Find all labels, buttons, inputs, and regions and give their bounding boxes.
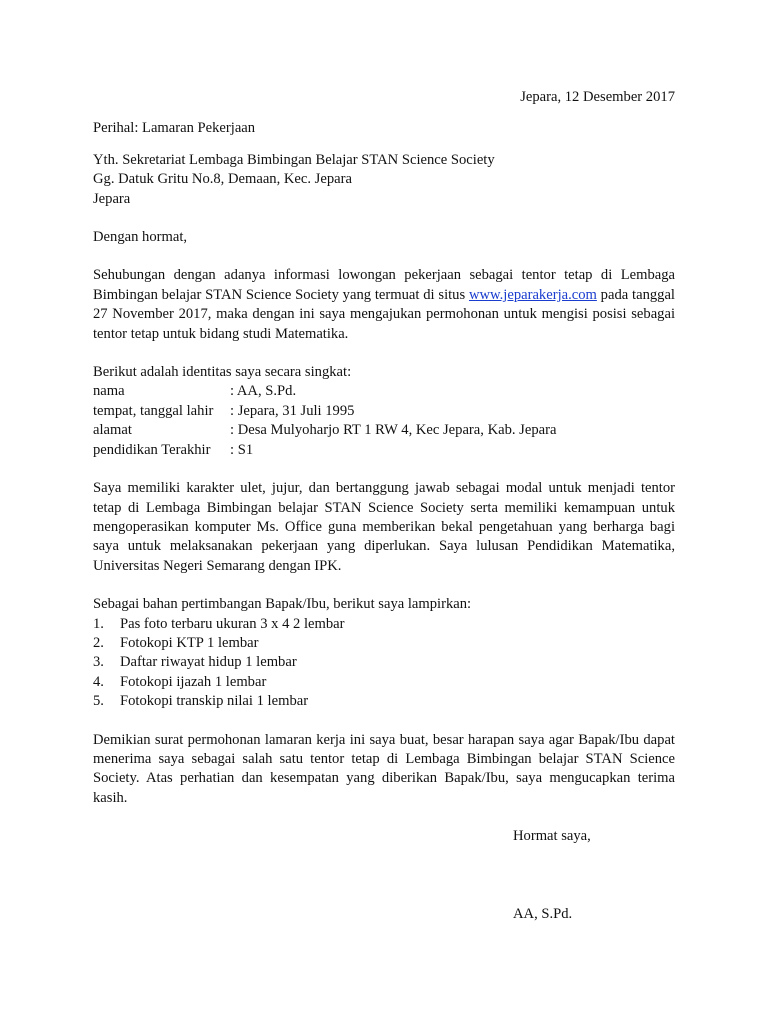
list-item-text: Fotokopi transkip nilai 1 lembar	[120, 693, 309, 710]
list-item-number: 4.	[93, 673, 104, 690]
letter-page	[93, 88, 675, 924]
recipient-line-2: Gg. Datuk Gritu No.8, Demaan, Kec. Jepara	[93, 171, 352, 188]
identity-key: alamat	[93, 422, 132, 439]
closing-paragraph: Demikian surat permohonan lamaran kerja ini saya buat, besar harapan saya agar Bapak/Ibu dapat menerima saya sebagai salah satu tentor tetap di Lembaga Bimbingan belajar STAN Science Society. Atas perhatian dan kesempatan yang diberikan Bapak/Ibu, saya mengucapkan terima kasih.	[93, 731, 675, 806]
character-paragraph: Saya memiliki karakter ulet, jujur, dan bertanggung jawab sebagai modal untuk menjadi tentor tetap di Lembaga Bimbingan belajar STAN Science Society serta memiliki kemampuan untuk mengoperasikan komputer Ms. Office guna memberikan bekal pengetahuan yang berharga bagi saya untuk melaksanakan pekerjaan yang diperlukan. Saya lulusan Pendidikan Matematika, Universitas Negeri Semarang dengan IPK.	[93, 480, 675, 574]
closing-block	[513, 827, 675, 924]
intro-text-before-link: Sehubungan dengan adanya informasi lowongan pekerjaan sebagai tentor tetap di Lembaga Bimbingan belajar STAN Science Society yang termuat di situs	[93, 267, 675, 303]
identity-row-education	[93, 441, 675, 460]
identity-value: : Jepara, 31 Juli 1995	[230, 402, 355, 419]
greeting: Dengan hormat,	[93, 229, 188, 246]
recipient-block	[93, 151, 675, 209]
list-item	[93, 634, 675, 653]
intro-text-after-link: pada tanggal 27 November 2017, maka dengan ini saya mengajukan permohonan untuk mengisi posisi sebagai tentor tetap untuk bidang studi Matematika.	[93, 286, 675, 342]
list-item	[93, 653, 675, 672]
identity-row-address	[93, 421, 675, 440]
list-item	[93, 673, 675, 692]
list-item-text: Fotokopi ijazah 1 lembar	[120, 673, 267, 690]
identity-value: : S1	[230, 441, 254, 458]
attachments-list	[93, 615, 675, 712]
list-item-text: Fotokopi KTP 1 lembar	[120, 634, 259, 651]
identity-row-birth	[93, 402, 675, 421]
identity-key: pendidikan Terakhir	[93, 441, 211, 458]
intro-paragraph	[93, 266, 675, 344]
list-item-text: Daftar riwayat hidup 1 lembar	[120, 654, 297, 671]
attachments-heading: Sebagai bahan pertimbangan Bapak/Ibu, berikut saya lampirkan:	[93, 596, 472, 613]
list-item-number: 5.	[93, 693, 104, 710]
list-item-number: 1.	[93, 615, 104, 632]
letter-subject: Perihal: Lamaran Pekerjaan	[93, 120, 256, 137]
identity-heading: Berikut adalah identitas saya secara singkat:	[93, 364, 352, 381]
identity-block	[93, 363, 675, 460]
signature-space	[513, 847, 675, 905]
list-item-text: Pas foto terbaru ukuran 3 x 4 2 lembar	[120, 615, 345, 632]
identity-value: : Desa Mulyoharjo RT 1 RW 4, Kec Jepara, Kab. Jepara	[230, 422, 557, 439]
identity-key: tempat, tanggal lahir	[93, 402, 214, 419]
list-item-number: 3.	[93, 654, 104, 671]
letter-date: Jepara, 12 Desember 2017	[520, 89, 675, 105]
identity-key: nama	[93, 383, 125, 400]
identity-row-name	[93, 382, 675, 401]
recipient-line-1: Yth. Sekretariat Lembaga Bimbingan Belajar STAN Science Society	[93, 151, 495, 168]
list-item-number: 2.	[93, 634, 104, 651]
closing-salutation: Hormat saya,	[513, 828, 591, 845]
identity-value: : AA, S.Pd.	[230, 383, 297, 400]
attachments-block	[93, 595, 675, 711]
list-item	[93, 692, 675, 711]
recipient-line-3: Jepara	[93, 190, 131, 207]
signer-name: AA, S.Pd.	[513, 905, 573, 922]
list-item	[93, 615, 675, 634]
job-site-link[interactable]: www.jeparakerja.com	[468, 286, 597, 303]
